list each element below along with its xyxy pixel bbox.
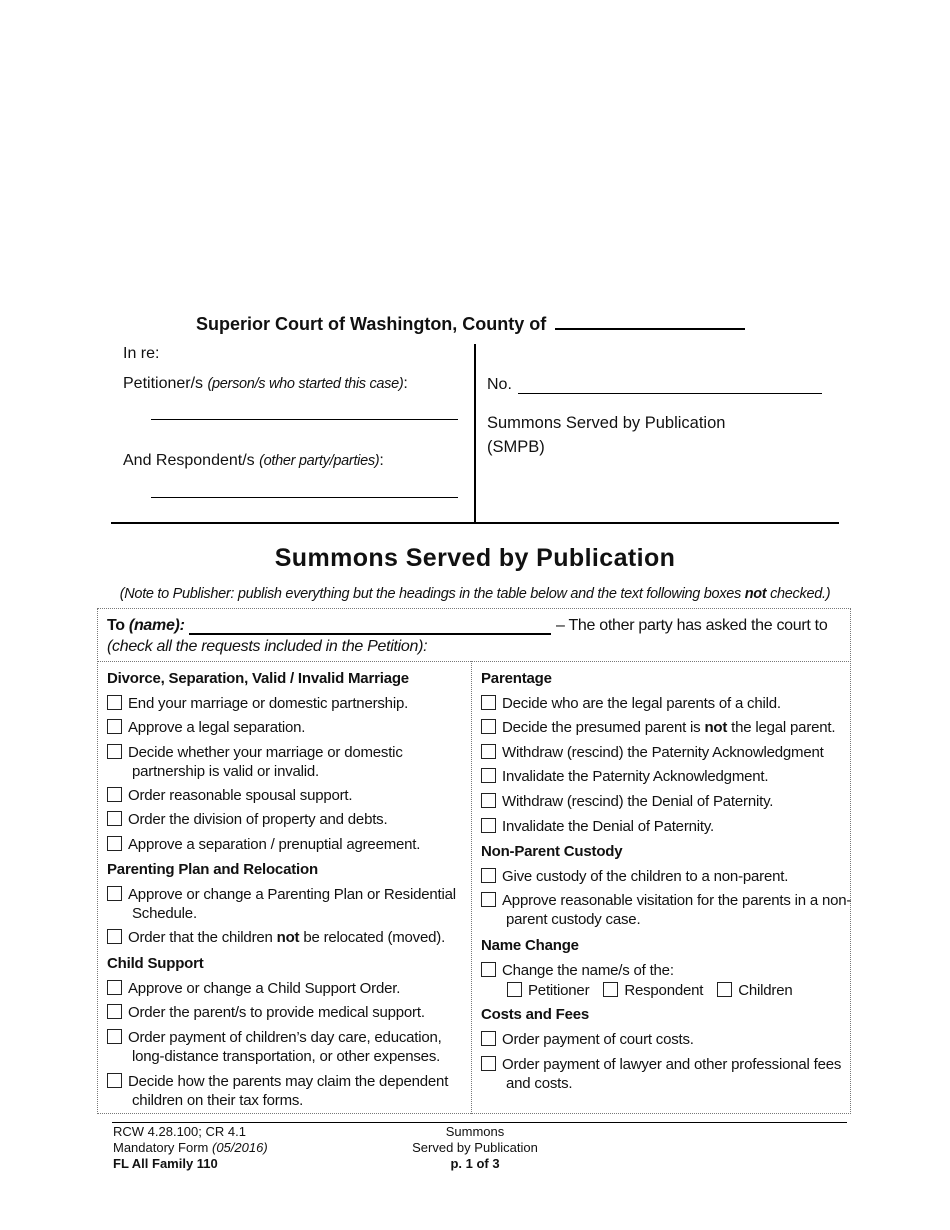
checkbox[interactable] xyxy=(107,744,122,759)
checkbox[interactable] xyxy=(107,1073,122,1088)
child-support-item-order: Approve or change a Child Support Order. xyxy=(107,979,400,998)
checkbox[interactable] xyxy=(481,695,496,710)
divorce-item-end-marriage: End your marriage or domestic partnership. xyxy=(107,694,408,713)
divorce-heading: Divorce, Separation, Valid / Invalid Marriage xyxy=(107,670,409,687)
to-name-row: To (name): xyxy=(107,617,185,634)
non-parent-item-custody: Give custody of the children to a non-parent. xyxy=(481,867,788,886)
costs-item-lawyer: Order payment of lawyer and other professional fees and costs. xyxy=(481,1055,841,1093)
court-title: Superior Court of Washington, County of xyxy=(196,314,745,335)
divorce-item-division: Order the division of property and debts. xyxy=(107,810,387,829)
parentage-item-invalidate-denial: Invalidate the Denial of Paternity. xyxy=(481,817,714,836)
checkbox[interactable] xyxy=(107,811,122,826)
parenting-item-plan: Approve or change a Parenting Plan or Residential Schedule. xyxy=(107,885,456,923)
caption-bottom-rule xyxy=(111,522,839,524)
checkbox[interactable] xyxy=(107,787,122,802)
to-row-instructions: (check all the requests included in the Petition): xyxy=(107,638,428,655)
checkbox[interactable] xyxy=(481,719,496,734)
checkbox[interactable] xyxy=(107,929,122,944)
table-column-divider xyxy=(471,661,472,1114)
divorce-item-spousal-support: Order reasonable spousal support. xyxy=(107,786,352,805)
case-number: No. xyxy=(487,376,512,393)
child-support-item-tax: Decide how the parents may claim the dependent children on their tax forms. xyxy=(107,1072,448,1110)
petitioner-name-field[interactable] xyxy=(151,419,458,420)
table-row-divider xyxy=(97,661,851,662)
checkbox[interactable] xyxy=(107,1029,122,1044)
divorce-item-agreement: Approve a separation / prenuptial agreement. xyxy=(107,835,420,854)
checkbox[interactable] xyxy=(107,980,122,995)
child-support-item-medical: Order the parent/s to provide medical support. xyxy=(107,1003,425,1022)
to-row-text: – The other party has asked the court to xyxy=(556,617,828,634)
child-support-heading: Child Support xyxy=(107,955,204,972)
checkbox-respondent[interactable] xyxy=(603,982,618,997)
checkbox-petitioner[interactable] xyxy=(507,982,522,997)
parentage-item-legal-parents: Decide who are the legal parents of a child. xyxy=(481,694,781,713)
checkbox-children[interactable] xyxy=(717,982,732,997)
checkbox[interactable] xyxy=(481,744,496,759)
name-change-heading: Name Change xyxy=(481,937,579,954)
respondent-name-field[interactable] xyxy=(151,497,458,498)
parentage-item-invalidate-ack: Invalidate the Paternity Acknowledgment. xyxy=(481,767,768,786)
parenting-heading: Parenting Plan and Relocation xyxy=(107,861,318,878)
parenting-item-relocation: Order that the children not be relocated (moved). xyxy=(107,928,445,947)
costs-heading: Costs and Fees xyxy=(481,1006,590,1023)
checkbox[interactable] xyxy=(481,962,496,977)
checkbox[interactable] xyxy=(481,892,496,907)
child-support-item-expenses: Order payment of children’s day care, education, long-distance transportation, or other expenses. xyxy=(107,1028,442,1066)
checkbox[interactable] xyxy=(481,768,496,783)
checkbox[interactable] xyxy=(107,886,122,901)
parentage-heading: Parentage xyxy=(481,670,552,687)
publisher-note: (Note to Publisher: publish everything but the headings in the table below and the text following boxes not checked.) xyxy=(119,586,831,602)
checkbox[interactable] xyxy=(107,1004,122,1019)
to-name-field[interactable] xyxy=(189,633,551,635)
page-title: Summons Served by Publication xyxy=(274,544,676,572)
checkbox[interactable] xyxy=(481,818,496,833)
divorce-item-legal-separation: Approve a legal separation. xyxy=(107,718,305,737)
parentage-item-withdraw-denial: Withdraw (rescind) the Denial of Paternity. xyxy=(481,792,773,811)
costs-item-court: Order payment of court costs. xyxy=(481,1030,694,1049)
footer-left: RCW 4.28.100; CR 4.1 Mandatory Form (05/2016) FL All Family 110 xyxy=(113,1124,268,1171)
checkbox[interactable] xyxy=(481,793,496,808)
respondent-label: And Respondent/s (other party/parties): xyxy=(123,452,384,469)
caption-divider xyxy=(474,344,476,524)
name-change-item: Change the name/s of the: xyxy=(481,961,674,980)
county-field[interactable] xyxy=(555,328,745,330)
checkbox[interactable] xyxy=(481,1031,496,1046)
in-re-label: In re: xyxy=(123,345,160,362)
footer-center: Summons Served by Publication p. 1 of 3 xyxy=(412,1124,538,1171)
case-number-field[interactable] xyxy=(518,393,822,394)
doc-title-caption: Summons Served by Publication (SMPB) xyxy=(487,414,726,456)
checkbox[interactable] xyxy=(481,1056,496,1071)
petitioner-label: Petitioner/s (person/s who started this case): xyxy=(123,375,408,392)
divorce-item-validity: Decide whether your marriage or domestic partnership is valid or invalid. xyxy=(107,743,403,781)
footer-rule xyxy=(112,1122,847,1123)
checkbox[interactable] xyxy=(107,719,122,734)
checkbox[interactable] xyxy=(107,836,122,851)
name-change-options: Petitioner Respondent Children xyxy=(507,981,792,1000)
parentage-item-withdraw-ack: Withdraw (rescind) the Paternity Acknowledgment xyxy=(481,743,824,762)
checkbox[interactable] xyxy=(481,868,496,883)
non-parent-item-visitation: Approve reasonable visitation for the parents in a non- parent custody case. xyxy=(481,891,851,929)
parentage-item-presumed: Decide the presumed parent is not the legal parent. xyxy=(481,718,835,737)
non-parent-heading: Non-Parent Custody xyxy=(481,843,623,860)
checkbox[interactable] xyxy=(107,695,122,710)
